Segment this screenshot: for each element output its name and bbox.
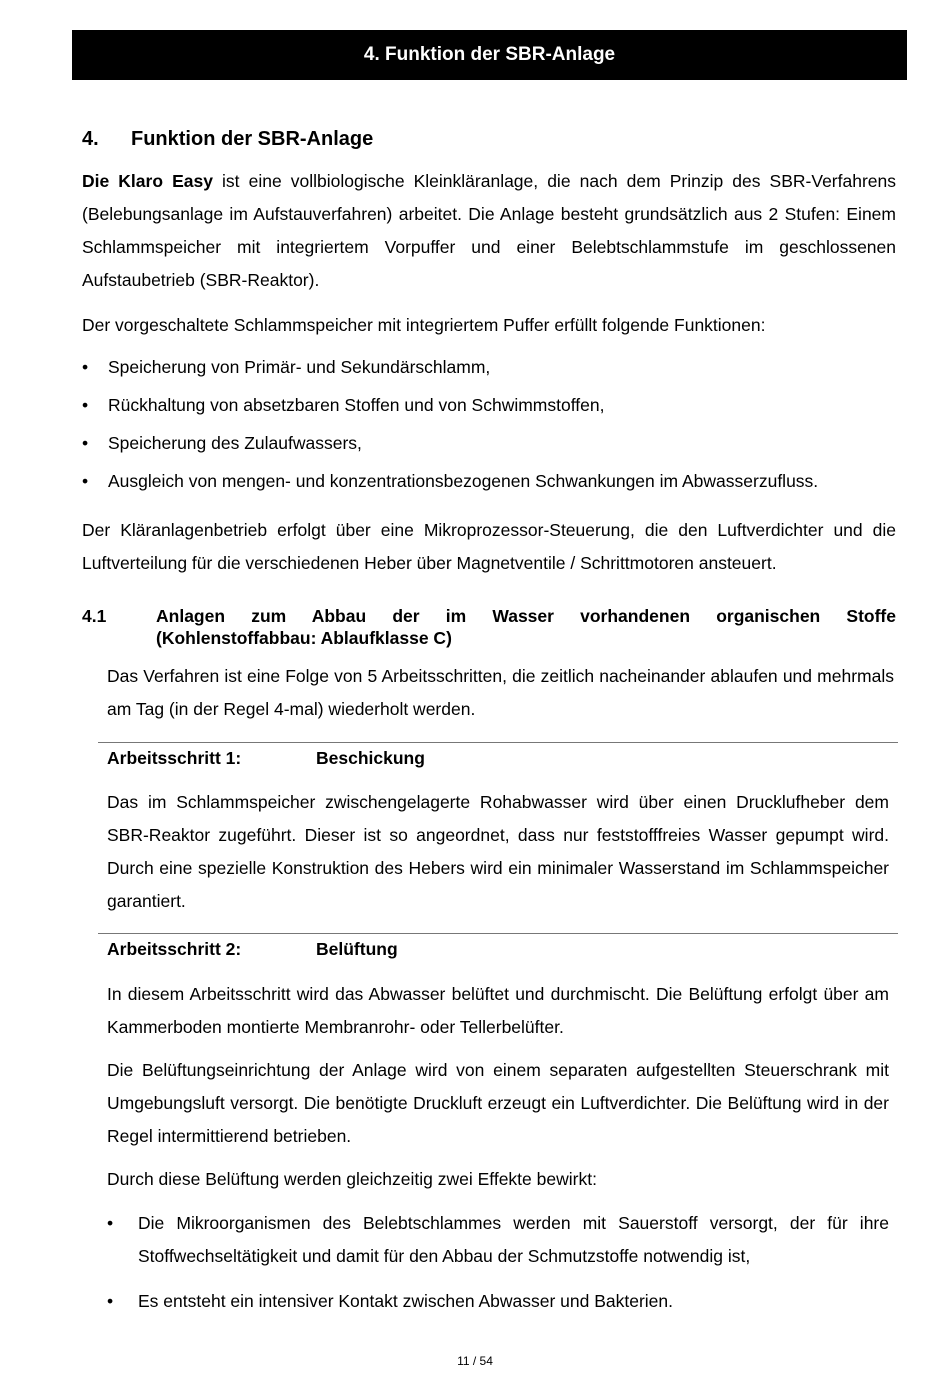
- step2-text3: Durch diese Belüftung werden gleichzeitig zwei Effekte bewirkt:: [107, 1169, 597, 1189]
- list-item: • Ausgleich von mengen- und konzentrationsbezogenen Schwankungen im Abwasserzufluss.: [82, 471, 896, 492]
- list-item: • Es entsteht ein intensiver Kontakt zwischen Abwasser und Bakterien.: [107, 1285, 889, 1318]
- control-paragraph: Der Kläranlagenbetrieb erfolgt über eine Mikroprozessor-Steuerung, die den Luftverdichter und die Luftverteilung für die verschiedenen Heber über Magnetventile / Schrittmotoren ansteuert.: [82, 520, 896, 573]
- subsection-heading: [82, 605, 896, 649]
- step2-label: Arbeitsschritt 2:: [107, 939, 242, 959]
- step2-name: Belüftung: [316, 939, 398, 959]
- section-heading: [82, 128, 373, 151]
- section-number: 4.: [82, 128, 99, 150]
- intro-paragraph: [82, 165, 896, 297]
- step2-text1: In diesem Arbeitsschritt wird das Abwasser belüftet und durchmischt. Die Belüftung erfolgt über am Kammerboden montierte Membranrohr- oder Tellerbelüfter.: [107, 984, 889, 1037]
- header-bar: [72, 30, 907, 80]
- list-item: • Speicherung von Primär- und Sekundärschlamm,: [82, 357, 896, 378]
- function-list: [82, 357, 896, 492]
- list-item: • Die Mikroorganismen des Belebtschlammes werden mit Sauerstoff versorgt, der für ihre Stoffwechseltätigkeit und damit für den Abbau der Schmutzstoffe notwendig ist,: [107, 1207, 889, 1273]
- divider: [98, 742, 898, 743]
- step1-name: Beschickung: [316, 748, 425, 768]
- step1-label: Arbeitsschritt 1:: [107, 748, 242, 768]
- subsection-title-line2: (Kohlenstoffabbau: Ablaufklasse C): [156, 628, 452, 648]
- buffer-paragraph: Der vorgeschaltete Schlammspeicher mit integriertem Puffer erfüllt folgende Funktionen:: [82, 315, 766, 335]
- page-number: 11 / 54: [457, 1354, 493, 1368]
- subsection-number: 4.1: [82, 606, 107, 626]
- header-title: 4. Funktion der SBR-Anlage: [363, 44, 616, 65]
- divider: [98, 933, 898, 934]
- intro-text: ist eine vollbiologische Kleinkläranlage, die nach dem Prinzip des SBR-Verfahrens (Belebungsanlage im Aufstauverfahren) arbeitet. Die Anlage besteht grundsätzlich aus 2 Stufen: Einem Schlammspeicher mit integriertem Vorpuffer und einer Belebtschlammstufe im geschlossenen Aufstaubetrieb (SBR-Reaktor).: [82, 171, 896, 290]
- step2-heading: [107, 939, 398, 960]
- section-title: Funktion der SBR-Anlage: [131, 128, 374, 150]
- list-item: • Speicherung des Zulaufwassers,: [82, 433, 896, 454]
- effects-list: [107, 1207, 889, 1318]
- product-name: Die Klaro Easy: [82, 171, 213, 191]
- process-paragraph: Das Verfahren ist eine Folge von 5 Arbeitsschritten, die zeitlich nacheinander ablaufen und mehrmals am Tag (in der Regel 4-mal) wiederholt werden.: [107, 666, 894, 719]
- step2-text2: Die Belüftungseinrichtung der Anlage wird von einem separaten aufgestellten Steuerschrank mit Umgebungsluft versorgt. Die benötigte Druckluft erzeugt ein Luftverdichter. Die Belüftung wird in der Regel intermittierend betrieben.: [107, 1060, 889, 1146]
- step1-text: Das im Schlammspeicher zwischengelagerte Rohabwasser wird über einen Drucklufheber dem SBR-Reaktor zugeführt. Dieser ist so angeordnet, dass nur feststofffreies Wasser gepumpt wird. Durch eine spezielle Konstruktion des Hebers wird ein minimaler Wasserstand im Schlammspeicher garantiert.: [107, 792, 889, 911]
- step1-heading: [107, 748, 425, 769]
- list-item: • Rückhaltung von absetzbaren Stoffen und von Schwimmstoffen,: [82, 395, 896, 416]
- subsection-title-line1: Anlagen zum Abbau der im Wasser vorhandenen organischen Stoffe: [156, 606, 896, 626]
